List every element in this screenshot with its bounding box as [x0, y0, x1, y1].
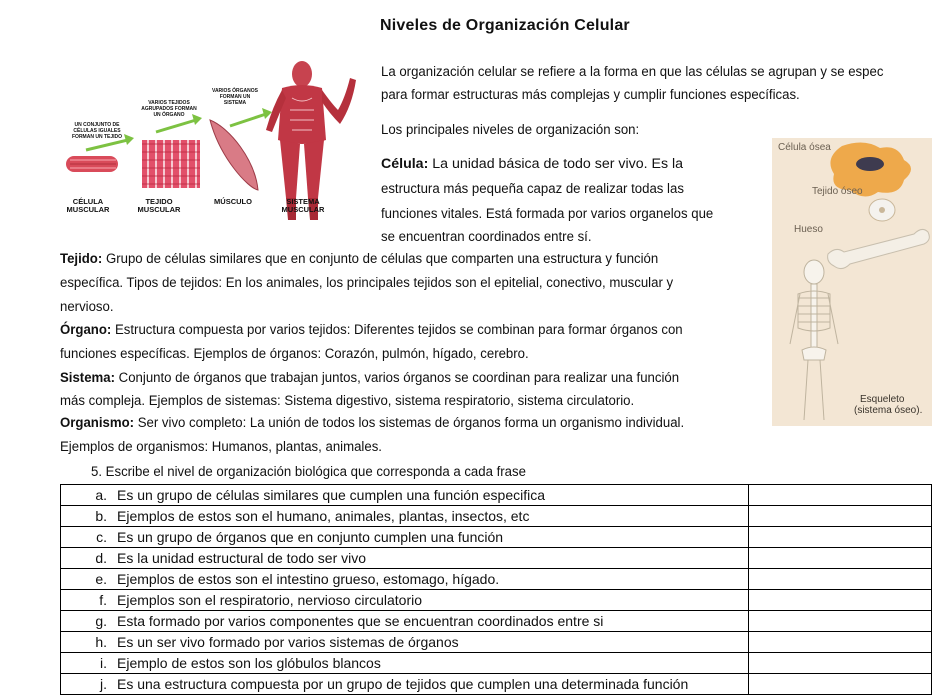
system-label: Sistema: — [60, 370, 116, 386]
table-row — [61, 569, 932, 590]
muscle-cell-illustration — [66, 156, 118, 172]
question-text: Ejemplos de estos son el humano, animales, plantas, insectos, etc — [117, 508, 530, 524]
cell-line-4: se encuentran coordinados entre sí. — [381, 229, 592, 245]
exercise-table — [60, 484, 932, 695]
tissue-line-1-text: Grupo de células similares que en conjunto de células que comparten una estructura y función — [105, 251, 659, 267]
table-row — [61, 611, 932, 632]
muscle-label-tejidos: VARIOS TEJIDOS AGRUPADOS FORMAN UN ÓRGANO — [141, 100, 197, 118]
question-text: Es un ser vivo formado por varios sistemas de órganos — [117, 634, 459, 650]
organ-line-1-text: Estructura compuesta por varios tejidos: Diferentes tejidos se combinan para formar órganos con — [114, 322, 683, 338]
question-letter: h. — [95, 634, 107, 650]
bone-illustration — [828, 229, 930, 268]
question-letter: g. — [95, 613, 107, 629]
question-cell — [61, 527, 749, 548]
question-letter: i. — [100, 655, 107, 671]
question-text: Esta formado por varios componentes que se encuentran coordinados entre si — [117, 613, 604, 629]
muscle-cell-label: CÉLULA MUSCULAR — [66, 197, 110, 214]
organ-line-1 — [60, 321, 683, 339]
skeleton-label: Esqueleto — [860, 394, 905, 405]
question-letter: d. — [95, 550, 107, 566]
cell-line-1 — [381, 155, 751, 173]
question-text: Es una estructura compuesta por un grupo de tejidos que cumplen una determinada función — [117, 676, 689, 692]
tissue-line-3: nervioso. — [60, 299, 114, 315]
bone-label: Hueso — [794, 224, 823, 235]
muscle-label-organos: VARIOS ÓRGANOS FORMAN UN SISTEMA — [211, 88, 259, 106]
system-line-2: más compleja. Ejemplos de sistemas: Sistema digestivo, sistema respiratorio, sistema circulatorio. — [60, 393, 635, 409]
question-letter: a. — [95, 487, 107, 503]
question-cell — [61, 611, 749, 632]
table-row — [61, 674, 932, 695]
cell-line-2: estructura más pequeña capaz de realizar todas las — [381, 181, 684, 197]
question-cell — [61, 674, 749, 695]
question-text: Ejemplos de estos son el intestino grueso, estomago, hígado. — [117, 571, 500, 587]
muscular-system-label: SISTEMA MUSCULAR — [281, 197, 325, 214]
question-text: Es un grupo de células similares que cumplen una función especifica — [117, 487, 546, 503]
muscle-tissue-label: TEJIDO MUSCULAR — [137, 197, 181, 214]
question-letter: c. — [96, 529, 107, 545]
tissue-line-2: específica. Tipos de tejidos: En los animales, los principales tejidos son el epitelial, conectivo, muscular y — [60, 275, 674, 291]
question-cell — [61, 590, 749, 611]
cell-line-1-text: La unidad básica de todo ser vivo. Es la — [432, 156, 684, 172]
organ-label: Órgano: — [60, 322, 112, 338]
question-text: Ejemplos son el respiratorio, nervioso circulatorio — [117, 592, 423, 608]
skeleton-illustration — [790, 260, 838, 420]
cell-line-3: funciones vitales. Está formada por varios organelos que — [381, 206, 714, 222]
answer-cell[interactable] — [748, 674, 932, 695]
organ-line-2: funciones específicas. Ejemplos de órganos: Corazón, pulmón, hígado, cerebro. — [60, 346, 529, 362]
answer-cell[interactable] — [748, 632, 932, 653]
organism-line-1 — [60, 414, 684, 432]
table-row — [61, 632, 932, 653]
table-row — [61, 653, 932, 674]
answer-cell[interactable] — [748, 506, 932, 527]
question-cell — [61, 485, 749, 506]
table-row — [61, 506, 932, 527]
organism-label: Organismo: — [60, 415, 135, 431]
question-cell — [61, 506, 749, 527]
table-row — [61, 548, 932, 569]
intro-line-1: La organización celular se refiere a la forma en que las células se agrupan y se espec — [381, 64, 884, 80]
answer-cell[interactable] — [748, 527, 932, 548]
question-text: Ejemplo de estos son los glóbulos blancos — [117, 655, 381, 671]
organism-line-1-text: Ser vivo completo: La unión de todos los sistemas de órganos forma un organismo individual. — [137, 415, 685, 431]
question-letter: f. — [99, 592, 107, 608]
answer-cell[interactable] — [748, 548, 932, 569]
organism-line-2: Ejemplos de organismos: Humanos, plantas, animales. — [60, 439, 382, 455]
bone-organization-figure — [772, 138, 932, 426]
bone-cell-label: Célula ósea — [778, 142, 831, 153]
answer-cell[interactable] — [748, 590, 932, 611]
intro-line-2: para formar estructuras más complejas y cumplir funciones específicas. — [381, 87, 800, 103]
table-row — [61, 485, 932, 506]
intro-line-3: Los principales niveles de organización son: — [381, 122, 640, 138]
answer-cell[interactable] — [748, 611, 932, 632]
answer-cell[interactable] — [748, 569, 932, 590]
system-line-1-text: Conjunto de órganos que trabajan juntos, varios órganos se coordinan para realizar una función — [118, 370, 680, 386]
tissue-line-1 — [60, 250, 658, 268]
muscle-label-conjunto: UN CONJUNTO DE CÉLULAS IGUALES FORMAN UN TEJIDO — [72, 122, 122, 140]
question-letter: e. — [95, 571, 107, 587]
question-cell — [61, 569, 749, 590]
bone-tissue-label: Tejido óseo — [812, 186, 863, 197]
page-title: Niveles de Organización Celular — [380, 17, 630, 34]
question-text: Es la unidad estructural de todo ser vivo — [117, 550, 367, 566]
question-letter: b. — [95, 508, 107, 524]
system-line-1 — [60, 369, 679, 387]
muscle-label: MÚSCULO — [214, 197, 252, 206]
table-row — [61, 527, 932, 548]
muscle-tissue-illustration — [142, 140, 200, 188]
cell-label: Célula: — [381, 156, 429, 172]
tissue-label: Tejido: — [60, 251, 103, 267]
muscle-illustration — [210, 120, 258, 190]
exercise-title: 5. Escribe el nivel de organización biológica que corresponda a cada frase — [91, 464, 526, 480]
answer-cell[interactable] — [748, 653, 932, 674]
question-text: Es un grupo de órganos que en conjunto cumplen una función — [117, 529, 504, 545]
skeletal-system-label: (sistema óseo). — [854, 405, 923, 416]
question-cell — [61, 632, 749, 653]
table-row — [61, 590, 932, 611]
question-letter: j. — [100, 676, 107, 692]
answer-cell[interactable] — [748, 485, 932, 506]
muscle-organization-figure — [60, 48, 360, 226]
question-cell — [61, 548, 749, 569]
question-cell — [61, 653, 749, 674]
